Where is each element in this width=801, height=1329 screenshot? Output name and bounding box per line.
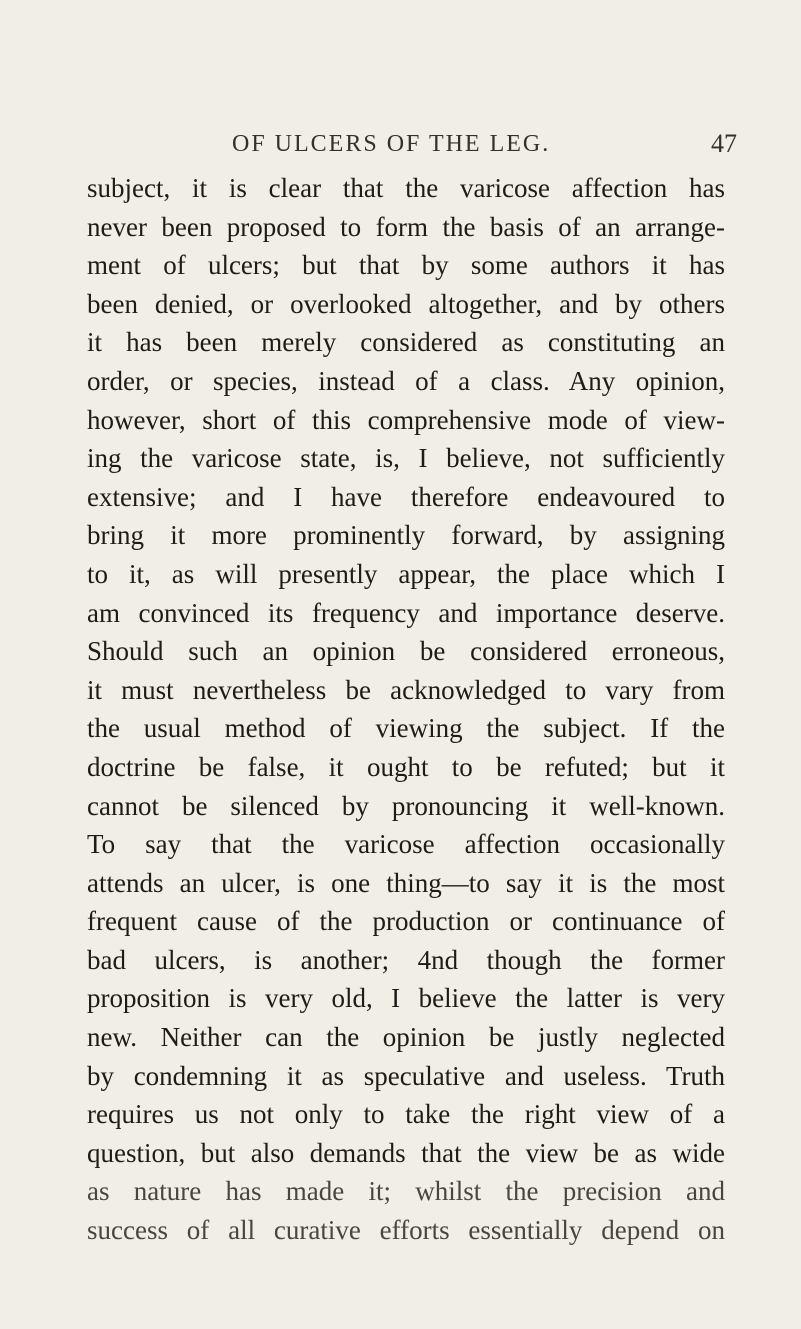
text-line: bring it more prominently forward, by assigning (87, 520, 725, 551)
text-line: the usual method of viewing the subject. If the (87, 713, 725, 744)
body-text (87, 169, 725, 1250)
text-line: however, short of this comprehensive mode of view- (87, 404, 725, 435)
text-line: bad ulcers, is another; 4nd though the former (87, 944, 725, 975)
text-line: subject, it is clear that the varicose affection has (87, 173, 725, 203)
text-line: To say that the varicose affection occasionally (87, 829, 725, 860)
text-line: as nature has made it; whilst the precision and (87, 1176, 725, 1207)
text-line: Should such an opinion be considered erroneous, (87, 636, 725, 667)
text-line: by condemning it as speculative and useless. Truth (87, 1060, 725, 1091)
text-line: ment of ulcers; but that by some authors it has (87, 250, 725, 281)
running-title: OF ULCERS OF THE LEG. (232, 131, 551, 157)
text-line: am convinced its frequency and importance deserve. (87, 597, 725, 628)
text-line: new. Neither can the opinion be justly neglected (87, 1022, 725, 1053)
text-line: proposition is very old, I believe the latter is very (87, 983, 725, 1014)
text-line: doctrine be false, it ought to be refuted; but it (87, 751, 725, 782)
running-head (0, 124, 801, 164)
text-line: attends an ulcer, is one thing—to say it is the most (87, 867, 725, 898)
text-line: it has been merely considered as constituting an (87, 327, 725, 358)
text-line: extensive; and I have therefore endeavoured to (87, 481, 725, 512)
text-line: question, but also demands that the view be as wide (87, 1137, 725, 1168)
page-number: 47 (711, 129, 737, 158)
text-line: never been proposed to form the basis of an arrange- (87, 211, 725, 242)
text-line: been denied, or overlooked altogether, and by others (87, 288, 725, 319)
text-line: requires us not only to take the right view of a (87, 1099, 725, 1130)
text-line: success of all curative efforts essentially depend on (87, 1215, 725, 1246)
text-line: frequent cause of the production or continuance of (87, 906, 725, 937)
text-line: it must nevertheless be acknowledged to vary from (87, 674, 725, 705)
text-line: order, or species, instead of a class. Any opinion, (87, 365, 725, 396)
text-line: ing the varicose state, is, I believe, not sufficiently (87, 443, 725, 474)
text-line: cannot be silenced by pronouncing it well-known. (87, 790, 725, 821)
text-line: to it, as will presently appear, the place which I (87, 558, 725, 589)
